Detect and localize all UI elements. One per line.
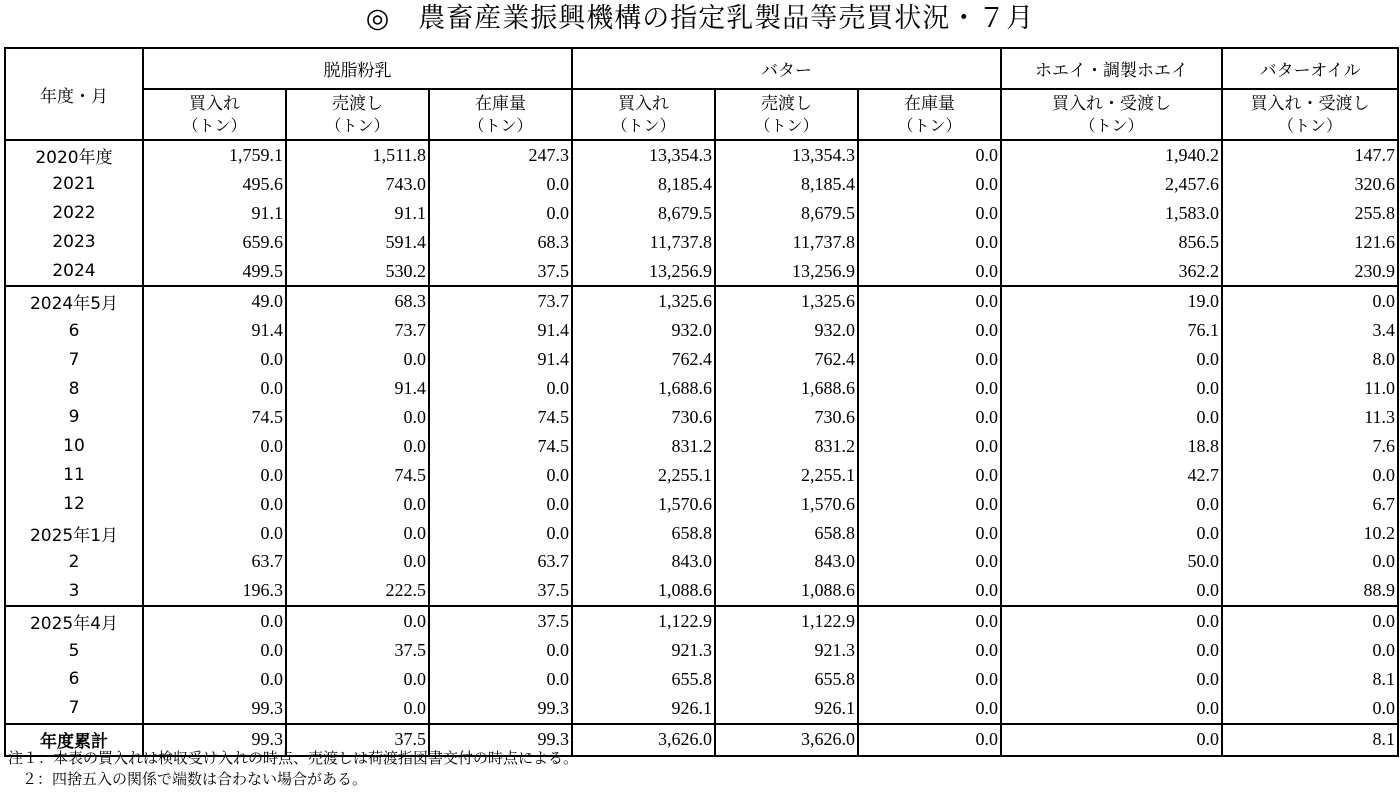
header-group-row bbox=[5, 48, 1398, 89]
value-cell: 743.0 bbox=[286, 170, 429, 199]
row-label: 2023 bbox=[5, 228, 143, 257]
header-butter-sell bbox=[715, 89, 858, 140]
table-row bbox=[5, 665, 1398, 694]
value-cell: 0.0 bbox=[858, 665, 1001, 694]
value-cell: 99.3 bbox=[429, 694, 572, 724]
value-cell: 1,325.6 bbox=[572, 286, 715, 316]
value-cell: 0.0 bbox=[1001, 694, 1222, 724]
value-cell: 762.4 bbox=[572, 345, 715, 374]
row-label: 11 bbox=[5, 461, 143, 490]
value-cell: 1,759.1 bbox=[143, 140, 286, 170]
footnotes bbox=[8, 748, 1388, 790]
header-sub-row bbox=[5, 89, 1398, 140]
value-cell: 0.0 bbox=[286, 606, 429, 636]
header-group-skim-milk-powder: 脱脂粉乳 bbox=[143, 48, 572, 89]
value-cell: 831.2 bbox=[715, 432, 858, 461]
table-row bbox=[5, 490, 1398, 519]
table-row bbox=[5, 432, 1398, 461]
value-cell: 13,354.3 bbox=[715, 140, 858, 170]
header-whey-buy-recv-label: 買入れ・受渡し bbox=[1052, 93, 1172, 114]
header-unit: （トン） bbox=[754, 115, 819, 135]
header-skim-buy bbox=[143, 89, 286, 140]
value-cell: 0.0 bbox=[143, 490, 286, 519]
header-unit: （トン） bbox=[468, 115, 533, 135]
value-cell: 37.5 bbox=[429, 257, 572, 287]
table-row bbox=[5, 345, 1398, 374]
row-label: 6 bbox=[5, 665, 143, 694]
value-cell: 49.0 bbox=[143, 286, 286, 316]
value-cell: 0.0 bbox=[858, 576, 1001, 606]
value-cell: 3,626.0 bbox=[572, 724, 715, 756]
value-cell: 0.0 bbox=[143, 461, 286, 490]
value-cell: 0.0 bbox=[858, 228, 1001, 257]
value-cell: 74.5 bbox=[429, 432, 572, 461]
header-butteroil-buy-recv bbox=[1222, 89, 1398, 140]
value-cell: 99.3 bbox=[143, 724, 286, 756]
header-skim-sell bbox=[286, 89, 429, 140]
value-cell: 63.7 bbox=[429, 547, 572, 576]
value-cell: 658.8 bbox=[715, 519, 858, 548]
value-cell: 856.5 bbox=[1001, 228, 1222, 257]
value-cell: 18.8 bbox=[1001, 432, 1222, 461]
value-cell: 0.0 bbox=[429, 490, 572, 519]
value-cell: 88.9 bbox=[1222, 576, 1398, 606]
value-cell: 0.0 bbox=[286, 490, 429, 519]
value-cell: 3,626.0 bbox=[715, 724, 858, 756]
value-cell: 0.0 bbox=[286, 694, 429, 724]
value-cell: 3.4 bbox=[1222, 316, 1398, 345]
value-cell: 73.7 bbox=[429, 286, 572, 316]
header-unit: （トン） bbox=[1278, 115, 1343, 135]
value-cell: 0.0 bbox=[143, 519, 286, 548]
value-cell: 0.0 bbox=[429, 519, 572, 548]
value-cell: 8.1 bbox=[1222, 724, 1398, 756]
value-cell: 926.1 bbox=[715, 694, 858, 724]
value-cell: 659.6 bbox=[143, 228, 286, 257]
value-cell: 0.0 bbox=[858, 461, 1001, 490]
value-cell: 1,088.6 bbox=[715, 576, 858, 606]
value-cell: 0.0 bbox=[858, 140, 1001, 170]
row-label: 2025年1月 bbox=[5, 519, 143, 548]
value-cell: 0.0 bbox=[1001, 374, 1222, 403]
row-label: 2025年4月 bbox=[5, 606, 143, 636]
value-cell: 0.0 bbox=[429, 170, 572, 199]
value-cell: 247.3 bbox=[429, 140, 572, 170]
value-cell: 0.0 bbox=[858, 345, 1001, 374]
header-butter-buy bbox=[572, 89, 715, 140]
row-label: 2024年5月 bbox=[5, 286, 143, 316]
table-row bbox=[5, 170, 1398, 199]
header-period: 年度・月 bbox=[5, 48, 143, 140]
value-cell: 91.1 bbox=[286, 199, 429, 228]
table-row bbox=[5, 374, 1398, 403]
header-butter-sell-label: 売渡し bbox=[761, 93, 813, 114]
value-cell: 37.5 bbox=[286, 724, 429, 756]
value-cell: 932.0 bbox=[572, 316, 715, 345]
value-cell: 1,511.8 bbox=[286, 140, 429, 170]
value-cell: 1,122.9 bbox=[715, 606, 858, 636]
value-cell: 1,088.6 bbox=[572, 576, 715, 606]
row-label: 2022 bbox=[5, 199, 143, 228]
row-label: 5 bbox=[5, 636, 143, 665]
value-cell: 0.0 bbox=[143, 665, 286, 694]
value-cell: 0.0 bbox=[858, 490, 1001, 519]
value-cell: 91.4 bbox=[143, 316, 286, 345]
value-cell: 0.0 bbox=[286, 403, 429, 432]
value-cell: 8,185.4 bbox=[572, 170, 715, 199]
table-row bbox=[5, 199, 1398, 228]
value-cell: 74.5 bbox=[429, 403, 572, 432]
header-group-whey: ホエイ・調製ホエイ bbox=[1001, 48, 1222, 89]
value-cell: 11,737.8 bbox=[715, 228, 858, 257]
value-cell: 495.6 bbox=[143, 170, 286, 199]
table-row bbox=[5, 606, 1398, 636]
header-butter-buy-label: 買入れ bbox=[618, 93, 670, 114]
value-cell: 0.0 bbox=[429, 636, 572, 665]
row-label: 8 bbox=[5, 374, 143, 403]
value-cell: 530.2 bbox=[286, 257, 429, 287]
header-unit: （トン） bbox=[897, 115, 962, 135]
value-cell: 74.5 bbox=[143, 403, 286, 432]
value-cell: 8,679.5 bbox=[715, 199, 858, 228]
row-label: 年度累計 bbox=[5, 724, 143, 756]
value-cell: 926.1 bbox=[572, 694, 715, 724]
value-cell: 0.0 bbox=[858, 374, 1001, 403]
value-cell: 11,737.8 bbox=[572, 228, 715, 257]
value-cell: 222.5 bbox=[286, 576, 429, 606]
value-cell: 921.3 bbox=[572, 636, 715, 665]
value-cell: 63.7 bbox=[143, 547, 286, 576]
value-cell: 0.0 bbox=[143, 606, 286, 636]
value-cell: 1,688.6 bbox=[572, 374, 715, 403]
table-row bbox=[5, 316, 1398, 345]
table-row bbox=[5, 576, 1398, 606]
value-cell: 37.5 bbox=[429, 576, 572, 606]
row-label: 7 bbox=[5, 694, 143, 724]
value-cell: 921.3 bbox=[715, 636, 858, 665]
value-cell: 0.0 bbox=[1222, 694, 1398, 724]
value-cell: 8,679.5 bbox=[572, 199, 715, 228]
value-cell: 6.7 bbox=[1222, 490, 1398, 519]
row-label: 2024 bbox=[5, 257, 143, 287]
header-skim-sell-label: 売渡し bbox=[332, 93, 383, 114]
value-cell: 0.0 bbox=[1001, 403, 1222, 432]
value-cell: 11.0 bbox=[1222, 374, 1398, 403]
page-title: ◎ 農畜産業振興機構の指定乳製品等売買状況・７月 bbox=[365, 3, 1035, 34]
table-row bbox=[5, 461, 1398, 490]
value-cell: 13,256.9 bbox=[572, 257, 715, 287]
value-cell: 0.0 bbox=[286, 519, 429, 548]
value-cell: 0.0 bbox=[858, 286, 1001, 316]
value-cell: 99.3 bbox=[143, 694, 286, 724]
row-label: 12 bbox=[5, 490, 143, 519]
table-row bbox=[5, 519, 1398, 548]
value-cell: 99.3 bbox=[429, 724, 572, 756]
header-unit: （トン） bbox=[1079, 115, 1144, 135]
row-label: 10 bbox=[5, 432, 143, 461]
row-label: 2020年度 bbox=[5, 140, 143, 170]
footnote-2: ２：四捨五入の関係で端数は合わない場合がある。 bbox=[22, 770, 368, 788]
value-cell: 13,256.9 bbox=[715, 257, 858, 287]
value-cell: 843.0 bbox=[715, 547, 858, 576]
value-cell: 1,940.2 bbox=[1001, 140, 1222, 170]
value-cell: 1,325.6 bbox=[715, 286, 858, 316]
table-row bbox=[5, 257, 1398, 287]
value-cell: 37.5 bbox=[429, 606, 572, 636]
value-cell: 843.0 bbox=[572, 547, 715, 576]
value-cell: 0.0 bbox=[1222, 286, 1398, 316]
value-cell: 0.0 bbox=[429, 199, 572, 228]
header-whey-buy-recv bbox=[1001, 89, 1222, 140]
value-cell: 730.6 bbox=[572, 403, 715, 432]
table-row bbox=[5, 694, 1398, 724]
value-cell: 91.1 bbox=[143, 199, 286, 228]
value-cell: 0.0 bbox=[858, 170, 1001, 199]
table-row bbox=[5, 547, 1398, 576]
value-cell: 0.0 bbox=[286, 665, 429, 694]
value-cell: 8,185.4 bbox=[715, 170, 858, 199]
value-cell: 591.4 bbox=[286, 228, 429, 257]
value-cell: 0.0 bbox=[858, 519, 1001, 548]
value-cell: 0.0 bbox=[1001, 724, 1222, 756]
table-row bbox=[5, 286, 1398, 316]
value-cell: 1,570.6 bbox=[572, 490, 715, 519]
value-cell: 0.0 bbox=[1001, 636, 1222, 665]
header-unit: （トン） bbox=[325, 115, 390, 135]
value-cell: 8.1 bbox=[1222, 665, 1398, 694]
value-cell: 196.3 bbox=[143, 576, 286, 606]
value-cell: 0.0 bbox=[858, 316, 1001, 345]
value-cell: 655.8 bbox=[715, 665, 858, 694]
value-cell: 0.0 bbox=[858, 694, 1001, 724]
value-cell: 230.9 bbox=[1222, 257, 1398, 287]
row-label: 2021 bbox=[5, 170, 143, 199]
value-cell: 0.0 bbox=[1001, 576, 1222, 606]
value-cell: 13,354.3 bbox=[572, 140, 715, 170]
value-cell: 68.3 bbox=[429, 228, 572, 257]
header-unit: （トン） bbox=[611, 115, 676, 135]
table-row bbox=[5, 228, 1398, 257]
value-cell: 0.0 bbox=[143, 636, 286, 665]
value-cell: 0.0 bbox=[286, 547, 429, 576]
table-row bbox=[5, 140, 1398, 170]
value-cell: 0.0 bbox=[1001, 490, 1222, 519]
value-cell: 2,457.6 bbox=[1001, 170, 1222, 199]
value-cell: 0.0 bbox=[858, 636, 1001, 665]
header-skim-buy-label: 買入れ bbox=[189, 93, 240, 114]
value-cell: 0.0 bbox=[143, 432, 286, 461]
value-cell: 0.0 bbox=[858, 403, 1001, 432]
value-cell: 1,570.6 bbox=[715, 490, 858, 519]
value-cell: 1,688.6 bbox=[715, 374, 858, 403]
value-cell: 0.0 bbox=[858, 199, 1001, 228]
value-cell: 320.6 bbox=[1222, 170, 1398, 199]
value-cell: 932.0 bbox=[715, 316, 858, 345]
value-cell: 42.7 bbox=[1001, 461, 1222, 490]
value-cell: 2,255.1 bbox=[572, 461, 715, 490]
value-cell: 0.0 bbox=[858, 432, 1001, 461]
value-cell: 91.4 bbox=[286, 374, 429, 403]
footnote-1: 注１：本表の買入れは検収受け入れの時点、売渡しは荷渡指図書交付の時点による。 bbox=[8, 749, 579, 767]
table-row bbox=[5, 403, 1398, 432]
value-cell: 658.8 bbox=[572, 519, 715, 548]
value-cell: 762.4 bbox=[715, 345, 858, 374]
value-cell: 68.3 bbox=[286, 286, 429, 316]
header-butter-stock-label: 在庫量 bbox=[904, 93, 956, 114]
header-skim-stock-label: 在庫量 bbox=[475, 93, 526, 114]
value-cell: 0.0 bbox=[858, 724, 1001, 756]
value-cell: 0.0 bbox=[858, 547, 1001, 576]
value-cell: 655.8 bbox=[572, 665, 715, 694]
dairy-trade-table bbox=[4, 47, 1399, 757]
row-label: 3 bbox=[5, 576, 143, 606]
value-cell: 76.1 bbox=[1001, 316, 1222, 345]
value-cell: 8.0 bbox=[1222, 345, 1398, 374]
value-cell: 73.7 bbox=[286, 316, 429, 345]
value-cell: 2,255.1 bbox=[715, 461, 858, 490]
value-cell: 0.0 bbox=[1222, 606, 1398, 636]
header-group-butter-oil: バターオイル bbox=[1222, 48, 1398, 89]
value-cell: 0.0 bbox=[286, 432, 429, 461]
value-cell: 255.8 bbox=[1222, 199, 1398, 228]
value-cell: 0.0 bbox=[286, 345, 429, 374]
value-cell: 730.6 bbox=[715, 403, 858, 432]
value-cell: 0.0 bbox=[143, 374, 286, 403]
header-butter-stock bbox=[858, 89, 1001, 140]
value-cell: 19.0 bbox=[1001, 286, 1222, 316]
header-skim-stock bbox=[429, 89, 572, 140]
value-cell: 0.0 bbox=[1222, 636, 1398, 665]
value-cell: 10.2 bbox=[1222, 519, 1398, 548]
header-unit: （トン） bbox=[182, 115, 247, 135]
table-body bbox=[5, 140, 1398, 756]
table-row bbox=[5, 636, 1398, 665]
header-group-butter: バター bbox=[572, 48, 1001, 89]
row-label: 9 bbox=[5, 403, 143, 432]
value-cell: 0.0 bbox=[1222, 461, 1398, 490]
row-label: 7 bbox=[5, 345, 143, 374]
value-cell: 1,122.9 bbox=[572, 606, 715, 636]
row-label: 2 bbox=[5, 547, 143, 576]
value-cell: 0.0 bbox=[429, 665, 572, 694]
value-cell: 74.5 bbox=[286, 461, 429, 490]
value-cell: 0.0 bbox=[143, 345, 286, 374]
value-cell: 0.0 bbox=[1001, 345, 1222, 374]
value-cell: 0.0 bbox=[1001, 606, 1222, 636]
value-cell: 50.0 bbox=[1001, 547, 1222, 576]
value-cell: 7.6 bbox=[1222, 432, 1398, 461]
value-cell: 0.0 bbox=[1222, 547, 1398, 576]
value-cell: 91.4 bbox=[429, 316, 572, 345]
value-cell: 0.0 bbox=[1001, 519, 1222, 548]
value-cell: 11.3 bbox=[1222, 403, 1398, 432]
header-butteroil-buy-recv-label: 買入れ・受渡し bbox=[1250, 93, 1370, 114]
value-cell: 1,583.0 bbox=[1001, 199, 1222, 228]
row-label: 6 bbox=[5, 316, 143, 345]
value-cell: 121.6 bbox=[1222, 228, 1398, 257]
value-cell: 0.0 bbox=[429, 461, 572, 490]
value-cell: 499.5 bbox=[143, 257, 286, 287]
value-cell: 91.4 bbox=[429, 345, 572, 374]
value-cell: 0.0 bbox=[1001, 665, 1222, 694]
value-cell: 362.2 bbox=[1001, 257, 1222, 287]
value-cell: 147.7 bbox=[1222, 140, 1398, 170]
value-cell: 0.0 bbox=[858, 257, 1001, 287]
value-cell: 831.2 bbox=[572, 432, 715, 461]
value-cell: 0.0 bbox=[858, 606, 1001, 636]
value-cell: 0.0 bbox=[429, 374, 572, 403]
value-cell: 37.5 bbox=[286, 636, 429, 665]
